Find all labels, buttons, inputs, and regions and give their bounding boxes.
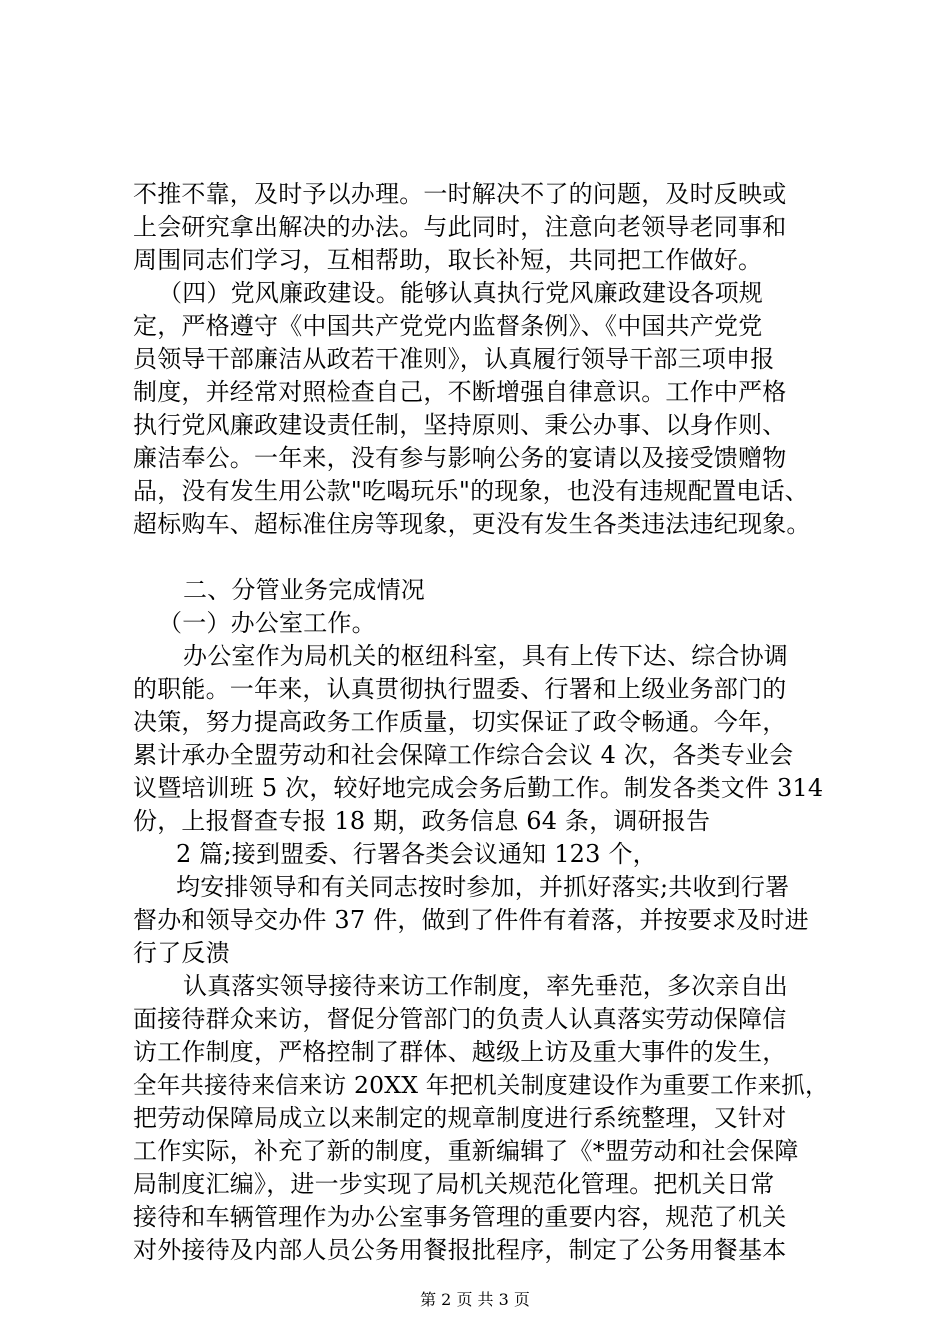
- text-line: 均安排领导和有关同志按时参加，并抓好落实;共收到行署: [176, 873, 790, 901]
- text-line: 决策，努力提高政务工作质量，切实保证了政令畅通。今年，: [133, 708, 787, 736]
- text-line: 执行党风廉政建设责任制，坚持原则、秉公办事、以身作则、: [133, 411, 787, 439]
- text-line: 定，严格遵守《中国共产党党内监督条例》、《中国共产党党: [133, 312, 763, 340]
- text-line: 访工作制度，严格控制了群体、越级上访及重大事件的发生，: [133, 1038, 787, 1066]
- text-line: 超标购车、超标准住房等现象，更没有发生各类违法违纪现象。: [133, 510, 811, 538]
- text-line: 周围同志们学习，互相帮助，取长补短，共同把工作做好。: [133, 246, 763, 274]
- text-line: （四）党风廉政建设。能够认真执行党风廉政建设各项规: [158, 279, 763, 307]
- text-line: 上会研究拿出解决的办法。与此同时，注意向老领导老同事和: [133, 213, 787, 241]
- text-line: 的职能。一年来，认真贯彻执行盟委、行署和上级业务部门的: [133, 675, 787, 703]
- text-line: 认真落实领导接待来访工作制度，率先垂范，多次亲自出: [183, 972, 788, 1000]
- text-line: 接待和车辆管理作为办公室事务管理的重要内容，规范了机关: [133, 1203, 787, 1231]
- text-line: 办公室作为局机关的枢纽科室，具有上传下达、综合协调: [183, 642, 788, 670]
- text-line: 廉洁奉公。一年来，没有参与影响公务的宴请以及接受馈赠物: [133, 444, 787, 472]
- text-line: 行了反溃: [133, 939, 230, 967]
- text-line: 全年共接待来信来访 20XX 年把机关制度建设作为重要工作来抓，: [133, 1071, 829, 1099]
- text-line: 品，没有发生用公款"吃喝玩乐"的现象，也没有违规配置电话、: [133, 477, 809, 505]
- text-line: 对外接待及内部人员公务用餐报批程序，制定了公务用餐基本: [133, 1236, 787, 1264]
- subsection-heading: （一）办公室工作。: [158, 609, 376, 637]
- text-line: 2 篇;接到盟委、行署各类会议通知 123 个，: [176, 840, 657, 868]
- text-line: 不推不靠，及时予以办理。一时解决不了的问题，及时反映或: [133, 180, 787, 208]
- text-line: 份，上报督查专报 18 期，政务信息 64 条，调研报告: [133, 807, 711, 835]
- page-footer: 第 2 页 共 3 页: [420, 1290, 530, 1309]
- text-line: 面接待群众来访，督促分管部门的负责人认真落实劳动保障信: [133, 1005, 787, 1033]
- section-heading: 二、分管业务完成情况: [183, 576, 425, 604]
- text-line: 督办和领导交办件 37 件，做到了件件有着落，并按要求及时进: [133, 906, 809, 934]
- text-line: 累计承办全盟劳动和社会保障工作综合会议 4 次，各类专业会: [133, 741, 794, 769]
- text-line: 局制度汇编》，进一步实现了局机关规范化管理。把机关日常: [133, 1170, 775, 1198]
- text-line: 员领导干部廉洁从政若干准则》，认真履行领导干部三项申报: [133, 345, 775, 373]
- text-line: 工作实际，补充了新的制度，重新编辑了《*盟劳动和社会保障: [133, 1137, 799, 1165]
- text-line: 把劳动保障局成立以来制定的规章制度进行系统整理，又针对: [133, 1104, 787, 1132]
- text-line: 议暨培训班 5 次，较好地完成会务后勤工作。制发各类文件 314: [133, 774, 824, 802]
- text-line: 制度，并经常对照检查自己，不断增强自律意识。工作中严格: [133, 378, 787, 406]
